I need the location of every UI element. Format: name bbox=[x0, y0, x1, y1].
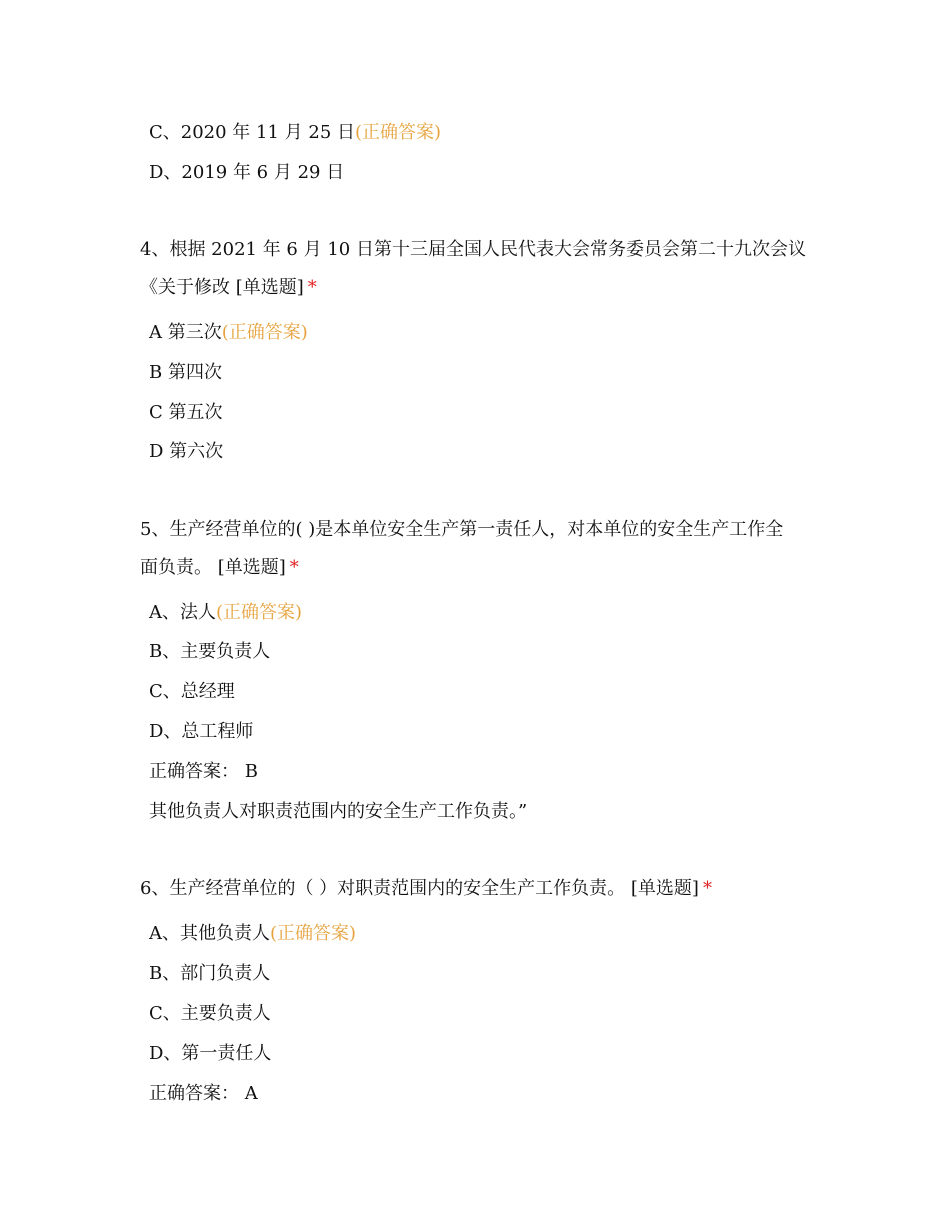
q6-answer: 正确答案： A bbox=[149, 1083, 258, 1104]
q6-option-b bbox=[149, 962, 270, 986]
q4-stem-text: 《关于修改 [单选题] bbox=[140, 277, 304, 298]
option-label: B 第四次 bbox=[149, 362, 222, 383]
q5-option-c bbox=[149, 680, 235, 704]
option-label: C、总经理 bbox=[149, 681, 235, 702]
q6-stem bbox=[140, 877, 712, 901]
correct-answer-tag: (正确答案) bbox=[216, 602, 303, 623]
option-label: C、2020 年 11 月 25 日 bbox=[149, 122, 355, 143]
option-label: B、主要负责人 bbox=[149, 641, 271, 662]
q6-option-a bbox=[149, 922, 356, 946]
correct-answer-tag: (正确答案) bbox=[270, 923, 357, 944]
q5-option-b bbox=[149, 640, 270, 664]
q5-stem-line1: 5、生产经营单位的( )是本单位安全生产第一责任人，对本单位的安全生产工作全 bbox=[140, 519, 784, 540]
q3-option-d bbox=[149, 161, 344, 185]
q6-stem-text: 6、生产经营单位的（ ）对职责范围内的安全生产工作负责。 [单选题] bbox=[140, 878, 699, 899]
q5-option-a bbox=[149, 601, 302, 625]
option-label: A、其他负责人 bbox=[149, 923, 270, 944]
option-label: C 第五次 bbox=[149, 402, 223, 423]
q5-explanation: 其他负责人对职责范围内的安全生产工作负责。” bbox=[149, 801, 528, 822]
required-mark: * bbox=[702, 878, 712, 899]
q5-stem-line2 bbox=[140, 556, 299, 580]
required-mark: * bbox=[307, 277, 317, 298]
q5-stem-text: 面负责。 [单选题] bbox=[140, 557, 286, 578]
option-label: D、2019 年 6 月 29 日 bbox=[149, 162, 345, 183]
correct-answer-tag: (正确答案) bbox=[355, 122, 442, 143]
option-label: B、部门负责人 bbox=[149, 963, 271, 984]
q5-option-d bbox=[149, 720, 253, 744]
q4-option-b bbox=[149, 361, 222, 385]
q4-stem-line2 bbox=[140, 276, 317, 300]
q6-option-c bbox=[149, 1002, 271, 1026]
option-label: D、总工程师 bbox=[149, 721, 254, 742]
q4-option-a bbox=[149, 321, 308, 345]
q3-option-c bbox=[149, 121, 441, 145]
option-label: D 第六次 bbox=[149, 441, 224, 462]
q4-option-d bbox=[149, 440, 223, 464]
q6-option-d bbox=[149, 1042, 271, 1066]
q4-option-c bbox=[149, 401, 223, 425]
q4-stem-line1: 4、根据 2021 年 6 月 10 日第十三届全国人民代表大会常务委员会第二十九次会议 bbox=[140, 239, 806, 260]
required-mark: * bbox=[289, 557, 299, 578]
correct-answer-tag: (正确答案) bbox=[221, 322, 308, 343]
option-label: C、主要负责人 bbox=[149, 1003, 271, 1024]
option-label: A、法人 bbox=[149, 602, 216, 623]
option-label: A 第三次 bbox=[149, 322, 222, 343]
option-label: D、第一责任人 bbox=[149, 1043, 272, 1064]
q5-answer: 正确答案： B bbox=[149, 761, 258, 782]
